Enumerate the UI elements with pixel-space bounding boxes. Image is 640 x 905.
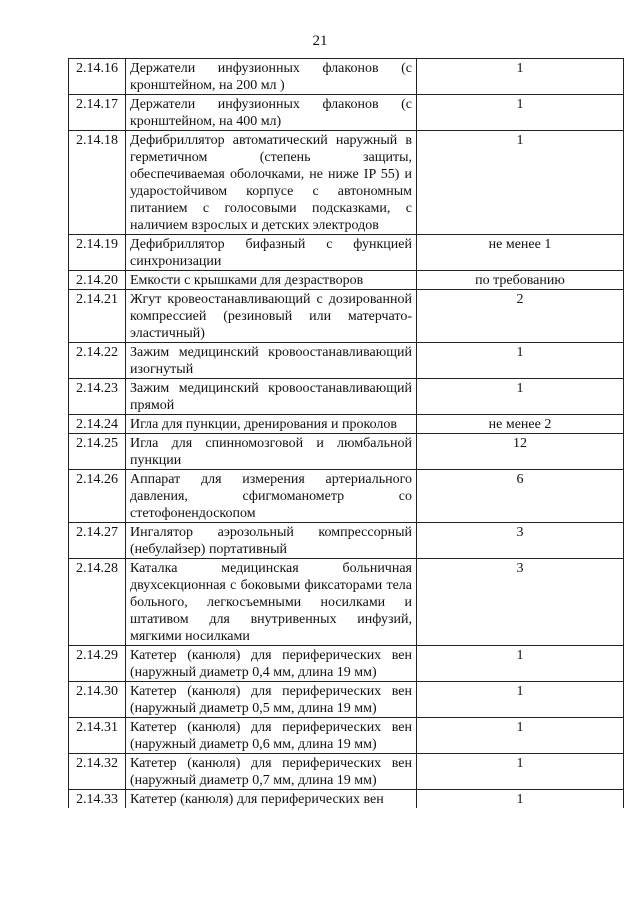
row-number-cell: 2.14.24 (69, 415, 126, 434)
row-number-cell: 2.14.31 (69, 718, 126, 754)
table-row (69, 343, 624, 379)
row-number-cell: 2.14.32 (69, 754, 126, 790)
row-quantity-cell: 1 (417, 379, 624, 415)
table-row (69, 718, 624, 754)
row-number-cell: 2.14.18 (69, 131, 126, 235)
row-number-cell: 2.14.16 (69, 59, 126, 95)
table-row (69, 559, 624, 646)
table-row (69, 95, 624, 131)
row-quantity-cell: по требованию (417, 271, 624, 290)
row-description-cell: Зажим медицинский кровоостанавливающий изогнутый (126, 343, 417, 379)
table-row (69, 523, 624, 559)
table-row (69, 379, 624, 415)
row-description-cell: Каталка медицинская больничная двухсекционная с боковыми фиксаторами тела больного, легкосъемными носилками и штативом для внутривенных инфузий, мягкими носилками (126, 559, 417, 646)
row-description-cell: Дефибриллятор автоматический наружный в герметичном (степень защиты, обеспечиваемая оболочками, не ниже IP 55) и ударостойчивом корпусе с автономным питанием с голосовыми подсказками, с наличием взрослых и детских электродов (126, 131, 417, 235)
row-number-cell: 2.14.19 (69, 235, 126, 271)
row-number-cell: 2.14.17 (69, 95, 126, 131)
row-quantity-cell: 3 (417, 559, 624, 646)
row-number-cell: 2.14.29 (69, 646, 126, 682)
row-quantity-cell: 12 (417, 434, 624, 470)
row-description-cell: Игла для спинномозговой и люмбальной пункции (126, 434, 417, 470)
table-row (69, 59, 624, 95)
table-row (69, 290, 624, 343)
row-quantity-cell: 3 (417, 523, 624, 559)
row-description-cell: Аппарат для измерения артериального давления, сфигмоманометр со стетофонендоскопом (126, 470, 417, 523)
row-description-cell: Держатели инфузионных флаконов (с кронштейном, на 200 мл ) (126, 59, 417, 95)
table-row (69, 646, 624, 682)
row-number-cell: 2.14.30 (69, 682, 126, 718)
row-number-cell: 2.14.28 (69, 559, 126, 646)
row-description-cell: Емкости с крышками для дезрастворов (126, 271, 417, 290)
row-number-cell: 2.14.33 (69, 790, 126, 809)
row-quantity-cell: 1 (417, 131, 624, 235)
row-number-cell: 2.14.23 (69, 379, 126, 415)
row-quantity-cell: 1 (417, 59, 624, 95)
table-row (69, 754, 624, 790)
row-number-cell: 2.14.22 (69, 343, 126, 379)
row-quantity-cell: 1 (417, 790, 624, 809)
row-quantity-cell: не менее 1 (417, 235, 624, 271)
row-description-cell: Катетер (канюля) для периферических вен (наружный диаметр 0,7 мм, длина 19 мм) (126, 754, 417, 790)
row-number-cell: 2.14.25 (69, 434, 126, 470)
row-description-cell: Катетер (канюля) для периферических вен (наружный диаметр 0,5 мм, длина 19 мм) (126, 682, 417, 718)
equipment-table (68, 58, 624, 808)
table-row (69, 470, 624, 523)
row-description-cell: Ингалятор аэрозольный компрессорный (небулайзер) портативный (126, 523, 417, 559)
row-quantity-cell: 6 (417, 470, 624, 523)
row-description-cell: Катетер (канюля) для периферических вен (наружный диаметр 0,4 мм, длина 19 мм) (126, 646, 417, 682)
row-quantity-cell: 2 (417, 290, 624, 343)
row-description-cell: Держатели инфузионных флаконов (с кронштейном, на 400 мл) (126, 95, 417, 131)
table-row (69, 434, 624, 470)
page-number: 21 (312, 33, 328, 49)
row-description-cell: Игла для пункции, дренирования и проколов (126, 415, 417, 434)
row-number-cell: 2.14.21 (69, 290, 126, 343)
row-quantity-cell: 1 (417, 754, 624, 790)
row-quantity-cell: 1 (417, 682, 624, 718)
row-quantity-cell: 1 (417, 343, 624, 379)
row-number-cell: 2.14.27 (69, 523, 126, 559)
table-row (69, 235, 624, 271)
row-number-cell: 2.14.20 (69, 271, 126, 290)
row-quantity-cell: 1 (417, 718, 624, 754)
table-row (69, 271, 624, 290)
row-quantity-cell: 1 (417, 95, 624, 131)
row-description-cell: Дефибриллятор бифазный с функцией синхронизации (126, 235, 417, 271)
row-description-cell: Жгут кровеостанавливающий с дозированной компрессией (резиновый или матерчато-эластичный) (126, 290, 417, 343)
row-number-cell: 2.14.26 (69, 470, 126, 523)
row-description-cell: Зажим медицинский кровоостанавливающий прямой (126, 379, 417, 415)
table-row (69, 790, 624, 809)
table-row (69, 682, 624, 718)
row-description-cell: Катетер (канюля) для периферических вен (126, 790, 417, 809)
row-quantity-cell: не менее 2 (417, 415, 624, 434)
row-description-cell: Катетер (канюля) для периферических вен (наружный диаметр 0,6 мм, длина 19 мм) (126, 718, 417, 754)
table-row (69, 131, 624, 235)
equipment-table-body (69, 59, 624, 809)
table-row (69, 415, 624, 434)
row-quantity-cell: 1 (417, 646, 624, 682)
